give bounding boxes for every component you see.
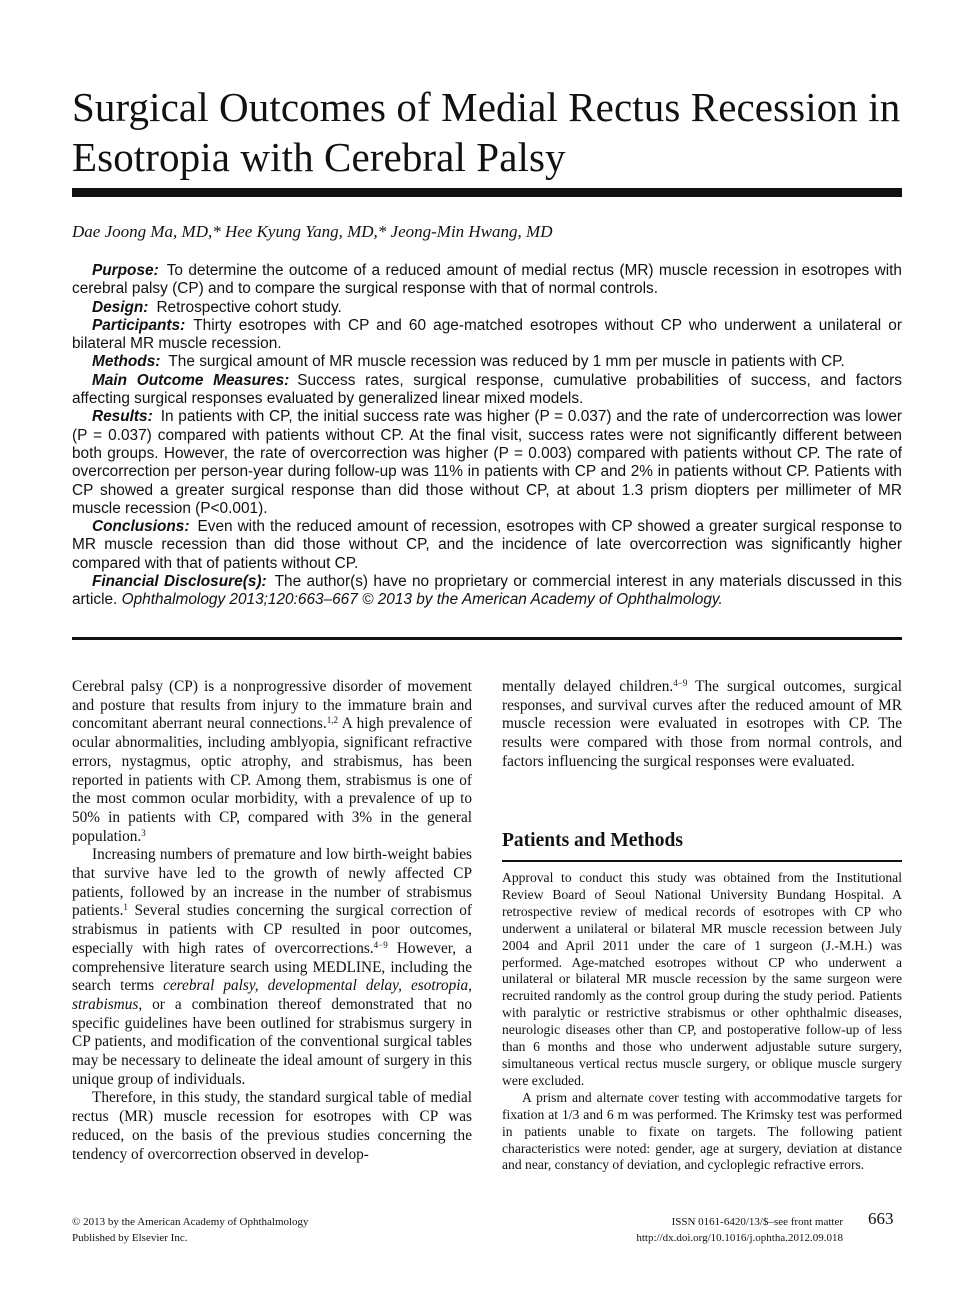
body-text: Cerebral palsy (CP) is a nonprogressive disorder of movement and posture that results from injury to the immature brain and concomitant aberrant neural connections.: [72, 678, 472, 733]
abstract-label: Purpose:: [92, 262, 159, 279]
reference-link[interactable]: 4−9: [673, 678, 688, 688]
body-text: , or a combination thereof demonstrated that no specific guidelines have been outlined for strabismus surgery in CP patients, and modification of the conventional surgical tables may be necessary to delineate the ideal amount of surgery in this unique group of individuals.: [72, 995, 472, 1088]
abstract-label: Design:: [92, 298, 149, 316]
reference-link[interactable]: 4−9: [373, 939, 388, 950]
abstract-text: Even with the reduced amount of recession, esotropes with CP showed a greater surgical response to MR muscle recession than did those without CP, and the incidence of late overcorrection was significantly higher compared with that of patients without CP.: [72, 518, 902, 572]
methods-text: [502, 870, 902, 1174]
abstract-methods: [72, 353, 902, 371]
body-column-left: [72, 678, 472, 1164]
abstract-text: Retrospective cohort study.: [156, 298, 342, 316]
abstract-divider: [72, 637, 902, 640]
doi-link[interactable]: http://dx.doi.org/10.1016/j.ophtha.2012.09.018: [636, 1232, 843, 1244]
section-divider: [502, 860, 902, 862]
body-text: However, a comprehensive literature search using MEDLINE, including the search terms: [72, 939, 473, 995]
body-paragraph: A prism and alternate cover testing with accommodative targets for fixation at 1/3 and 6 m was performed. The Krimsky test was performed in patients unable to fixate on targets. The following patient characteristics were noted: gender, age at surgery, deviation at distance and near, constancy of deviation, and cycloplegic refractive errors.: [502, 1089, 902, 1173]
abstract-design: [72, 299, 902, 317]
abstract-text: The surgical amount of MR muscle recession was reduced by 1 mm per muscle in patients with CP.: [168, 353, 845, 371]
reference-link[interactable]: 1,2: [326, 715, 338, 726]
title-divider: [72, 188, 902, 197]
abstract-label: Conclusions:: [92, 518, 190, 536]
body-paragraph: Approval to conduct this study was obtained from the Institutional Review Board of Seoul National University Bundang Hospital. A retrospective review of medical records of esotropes with CP who underwent a unilateral or bilateral MR muscle recession between July 2004 and April 2011 under the care of 1 surgeon (J.-M.H.) was performed. Age-matched esotropes without CP who underwent a unilateral or bilateral MR muscle recession by the same surgeon were recruited randomly as the control group during the study period. Patients with paralytic or restrictive strabismus or other ophthalmic diseases, neurologic diseases other than CP, and postoperative follow-up of less than 6 months and those who underwent adjustable suture surgery, simultaneous vertical rectus muscle surgery, or oblique muscle surgery were excluded.: [502, 870, 902, 1088]
body-text: mentally delayed children.: [502, 678, 674, 695]
reference-link[interactable]: 3: [141, 827, 146, 838]
footer-copyright: [72, 1214, 309, 1246]
abstract-outcome-measures: [72, 372, 902, 409]
article-title: Surgical Outcomes of Medial Rectus Recession in Esotropia with Cerebral Palsy: [72, 84, 901, 180]
abstract-label: Results:: [92, 408, 153, 426]
abstract-text: In patients with CP, the initial success rate was higher (P = 0.037) and the rate of undercorrection was lower (P = 0.037) compared with patients without CP. At the final visit, success rates were not significantly different between both groups. However, the rate of overcorrection was higher (P = 0.003) compared with patients without CP. The rate of overcorrection per person-year during follow-up was 11% in patients with CP and 2% in patients without CP. Patients with CP showed a greater surgical response than did those without CP, at about 1.3 prism diopters per millimeter of MR muscle recession (P<0.001).: [72, 408, 902, 517]
body-paragraph: [72, 846, 472, 1089]
abstract-participants: [72, 317, 902, 354]
body-column-right: [502, 678, 902, 772]
abstract: [72, 262, 902, 610]
reference-link[interactable]: 1: [123, 902, 128, 913]
issn-line: ISSN 0161-6420/13/$–see front matter: [671, 1216, 843, 1228]
body-text: A high prevalence of ocular abnormalities, including amblyopia, significant refractive errors, nystagmus, optic atrophy, and strabismus, has been reported in patients with CP. Among them, strabismus is one of the most common ocular morbidity, with a prevalence of up to 50% in patients with CP, compared with 3% in the general population.: [72, 715, 472, 845]
abstract-text: Thirty esotropes with CP and 60 age-matched esotropes without CP who underwent a unilateral or bilateral MR muscle recession.: [72, 316, 902, 353]
author-list: Dae Joong Ma, MD,* Hee Kyung Yang, MD,* Jeong-Min Hwang, MD: [72, 222, 553, 241]
abstract-label: Methods:: [92, 353, 161, 371]
body-paragraph: [72, 678, 472, 846]
body-text: Increasing numbers of premature and low birth-weight babies that survive have led to the growth of newly affected CP patients, followed by an increase in the number of strabismus patients.: [72, 846, 472, 920]
abstract-text: The author(s) have no proprietary or commercial interest in any materials discussed in this article.: [72, 573, 902, 609]
journal-citation: Ophthalmology 2013;120:663–667 © 2013 by the American Academy of Ophthalmology.: [121, 591, 723, 609]
page-number: 663: [868, 1209, 894, 1228]
section-heading: Patients and Methods: [502, 830, 683, 851]
body-paragraph: [72, 1089, 472, 1164]
abstract-text: Success rates, surgical response, cumulative probabilities of success, and factors affecting surgical responses evaluated by generalized linear mixed models.: [72, 371, 902, 408]
body-text: Several studies concerning the surgical correction of strabismus in patients with CP resulted in poor outcomes, especially with high rates of overcorrections.: [72, 902, 472, 957]
body-paragraph: [502, 678, 902, 772]
publisher-line: Published by Elsevier Inc.: [72, 1232, 188, 1244]
abstract-results: [72, 408, 902, 518]
abstract-label: Financial Disclosure(s):: [92, 573, 267, 591]
copyright-line: © 2013 by the American Academy of Ophthalmology: [72, 1216, 309, 1228]
body-text: The surgical outcomes, surgical responses, and survival curves after the reduced amount of MR muscle recession were evaluated in esotropes with CP. The results were compared with those from normal controls, and factors influencing the surgical responses were evaluated.: [502, 678, 902, 770]
search-terms: cerebral palsy, developmental delay, esotropia, strabismus: [72, 977, 472, 1013]
abstract-text: To determine the outcome of a reduced amount of medial rectus (MR) muscle recession in esotropes with cerebral palsy (CP) and to compare the surgical response with that of normal controls.: [72, 262, 902, 298]
abstract-label: Main Outcome Measures:: [92, 371, 290, 389]
abstract-purpose: [72, 262, 902, 299]
abstract-label: Participants:: [92, 316, 186, 334]
footer-issn: [600, 1214, 843, 1246]
body-text: Therefore, in this study, the standard surgical table of medial rectus (MR) muscle recession for esotropes with CP was reduced, on the basis of the previous studies concerning the tendency of overcorrection observed in develop-: [72, 1089, 472, 1163]
abstract-disclosure: [72, 573, 902, 610]
abstract-conclusions: [72, 518, 902, 573]
